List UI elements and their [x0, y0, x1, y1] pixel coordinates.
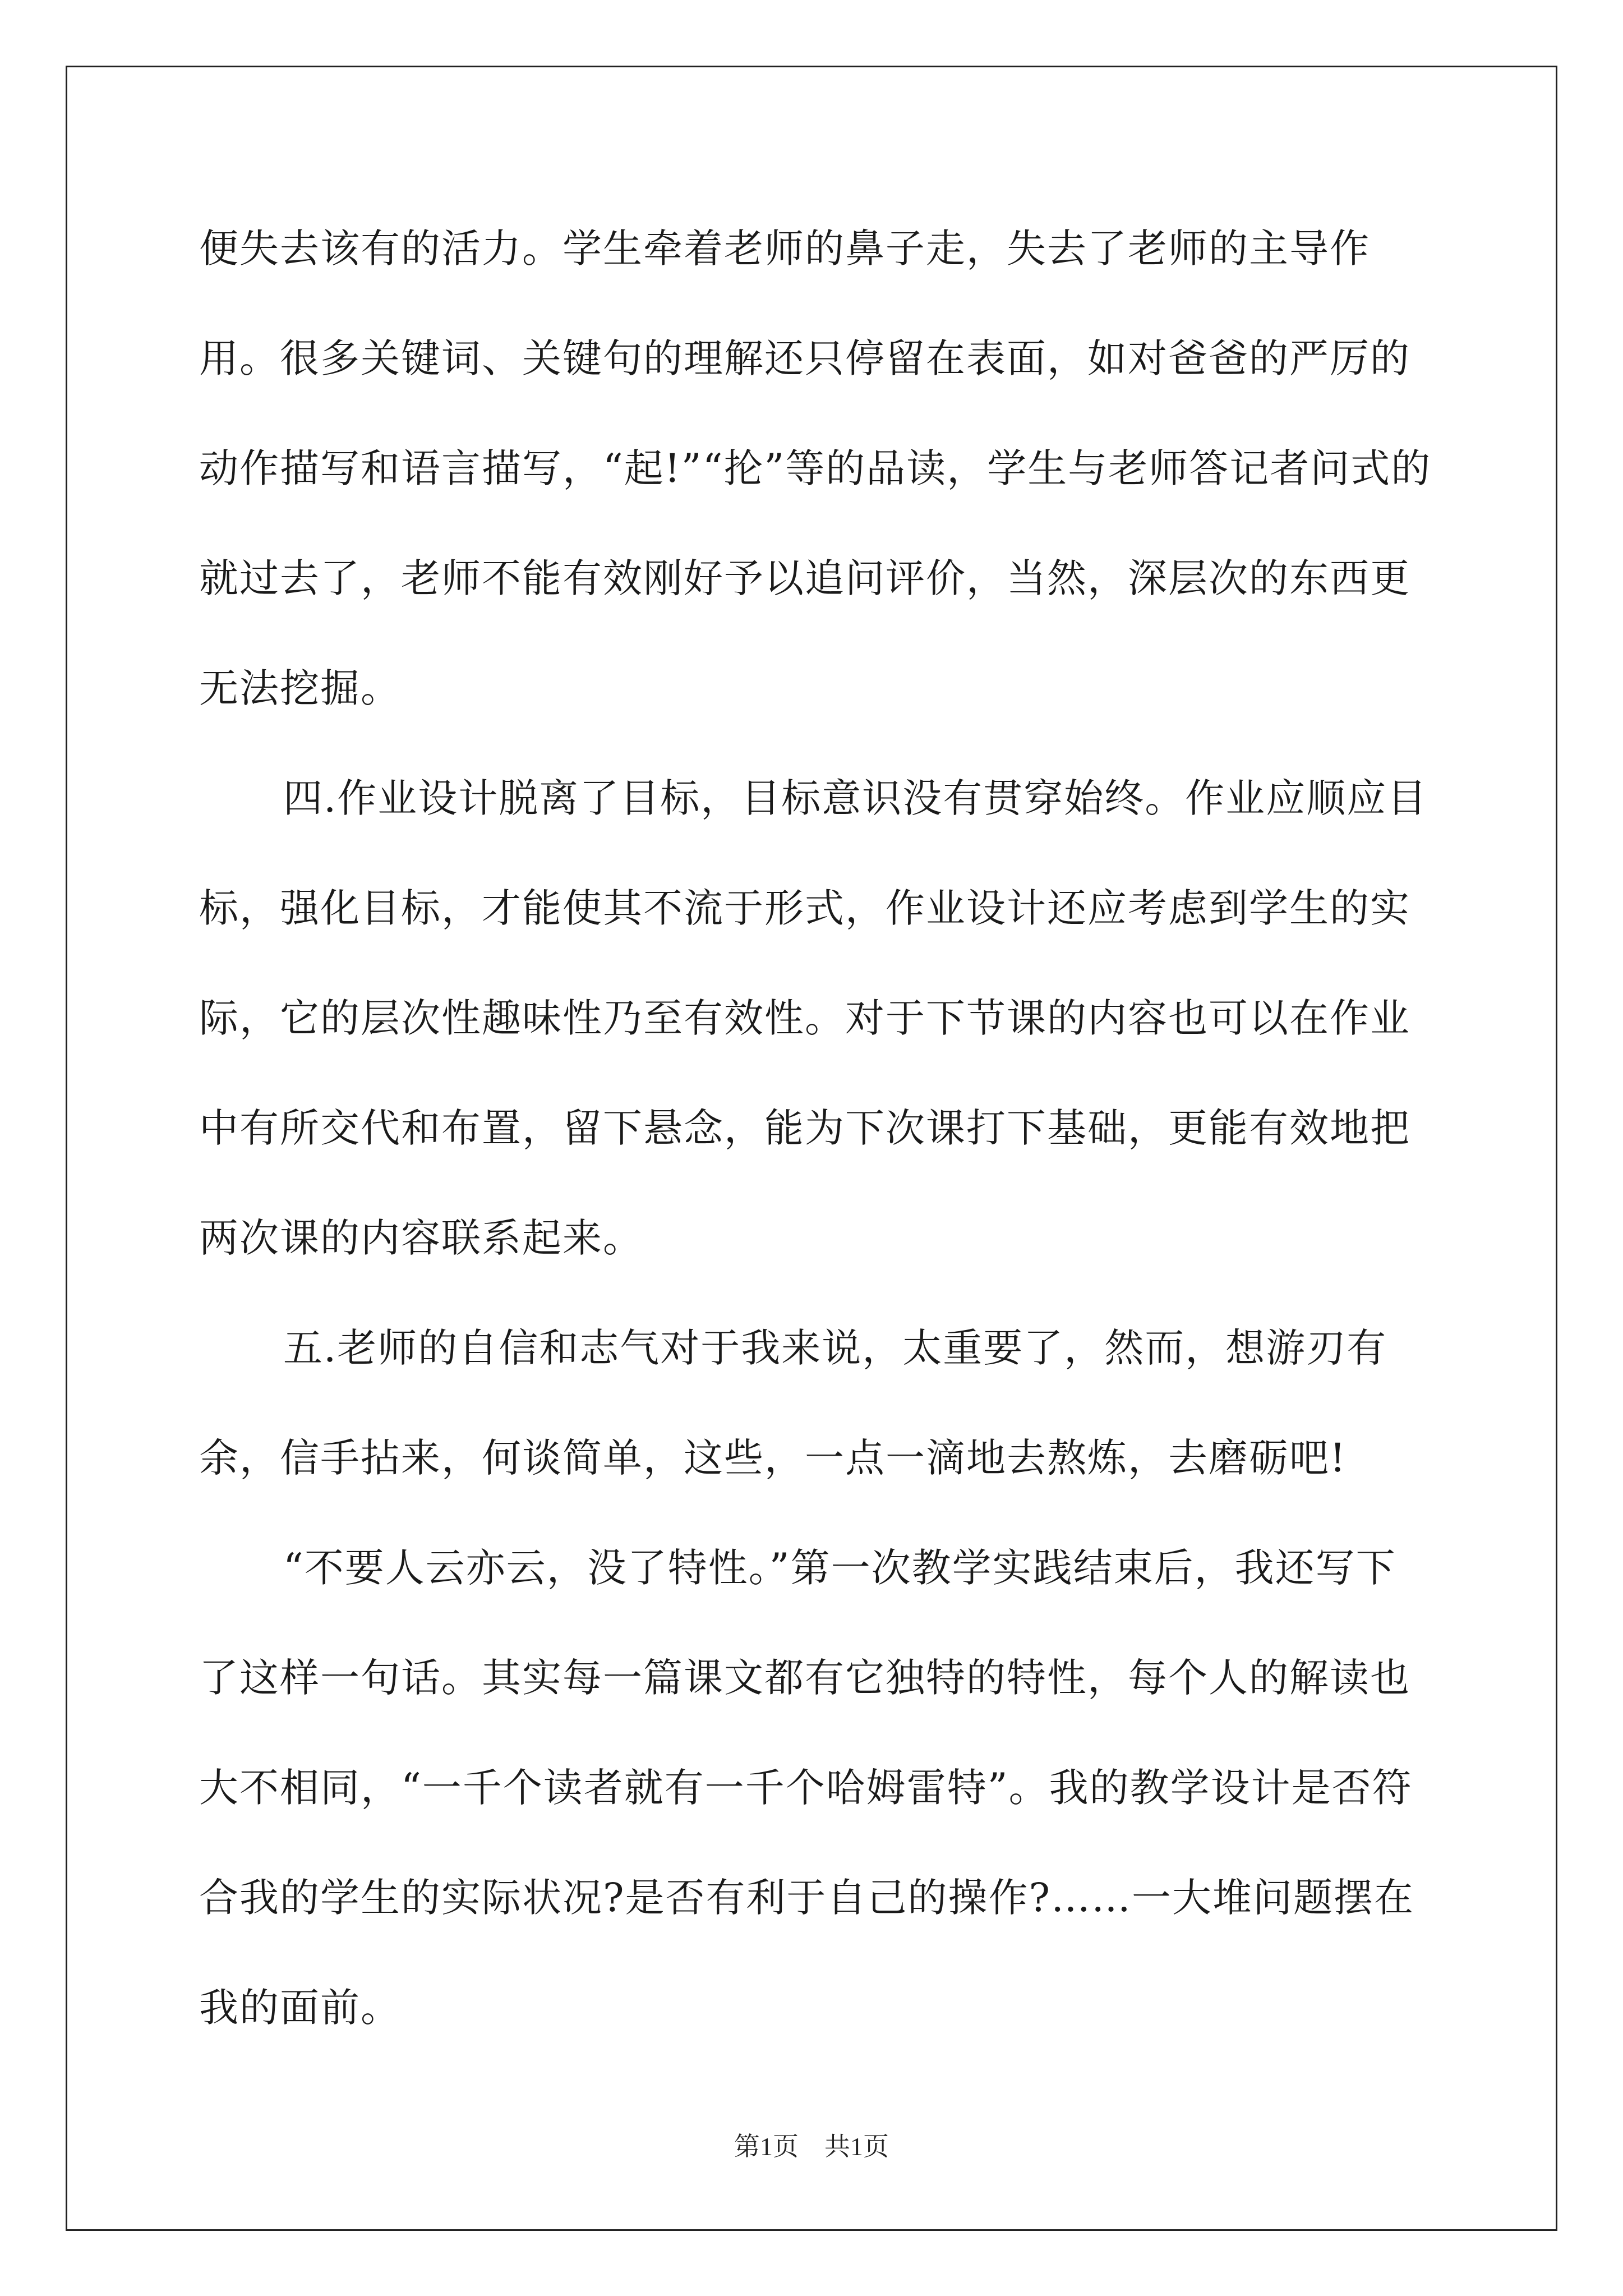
paragraph-section-four: 四.作业设计脱离了目标，目标意识没有贯穿始终。作业应顺应目标，强化目标，才能使其不流于形式，作业设计还应考虑到学生的实际，它的层次性趣味性乃至有效性。对于下节课的内容也可以在作业中有所交代和布置，留下悬念，能为下次课打下基础，更能有效地把两次课的内容联系起来。 — [199, 775, 1428, 1261]
paragraph-continuation: 便失去该有的活力。学生牵着老师的鼻子走，失去了老师的主导作用。很多关键词、关键句的理解还只停留在表面，如对爸爸的严厉的动作描写和语言描写，“起!”“抡”等的品读，学生与老师答记者问式的就过去了，老师不能有效刚好予以追问评价，当然，深层次的东西更无法挖掘。 — [199, 226, 1432, 711]
paragraph-reflection: “不要人云亦云，没了特性。”第一次教学实践结束后，我还写下了这样一句话。其实每一篇课文都有它独特的特性，每个人的解读也大不相同，“一千个读者就有一千个哈姆雷特”。我的教学设计是否符合我的学生的实际状况?是否有利于自己的操作?……一大堆问题摆在我的面前。 — [199, 1545, 1415, 2031]
document-body — [199, 194, 1433, 2063]
page-footer: 第1页 共1页 — [734, 2132, 889, 2161]
paragraph-section-five: 五.老师的自信和志气对于我来说，太重要了，然而，想游刃有余，信手拈来，何谈简单，这些，一点一滴地去熬炼，去磨砺吧! — [199, 1325, 1387, 1481]
